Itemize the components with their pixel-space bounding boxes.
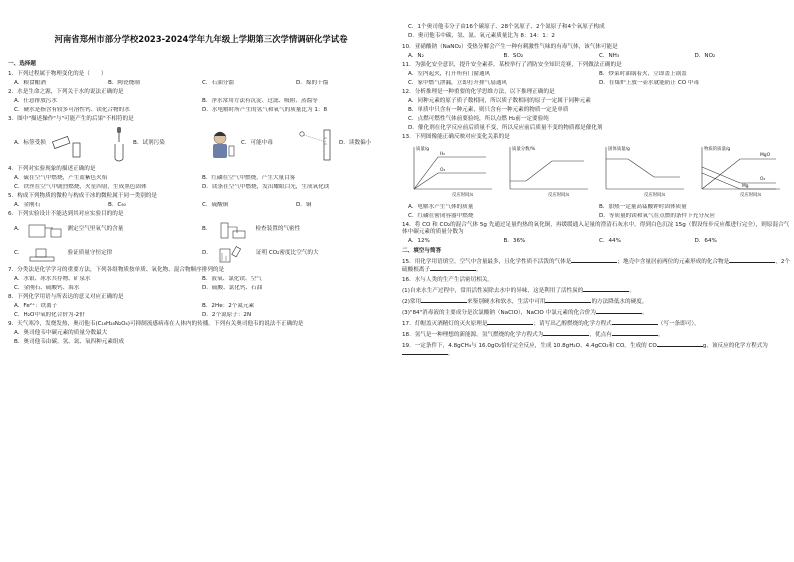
question-18: [398, 331, 790, 339]
text: 。: [448, 350, 454, 357]
section-heading: 二、填空与简答: [402, 247, 442, 254]
graph-d: [694, 143, 784, 199]
answer-blank[interactable]: [729, 258, 775, 263]
option: C．硬水是指含有较多可溶性钙、镁化合物的水: [14, 106, 130, 113]
text: (3)"84"消毒液的主要成分是次氯酸钠（NaClO），NaClO 中氯元素的化合价为: [402, 309, 596, 316]
series-label-o2: O₂: [440, 167, 446, 173]
option-text: 测定空气里氧气的含量: [67, 226, 124, 233]
option: C．点燃可燃性气体前要验纯，所以点燃 H₂前一定要验纯: [408, 115, 549, 122]
option: C．金刚石、硫酸钙、海水: [14, 284, 80, 291]
series-label-o2: O₂: [760, 176, 766, 182]
option: D．催化剂在化学反应前后质量不变，所以反应前后质量不变的物质都是催化剂: [408, 124, 603, 131]
airtightness-apparatus: [215, 221, 251, 239]
option: A．同种元素的原子质子数相同，所以质子数相同的原子一定属于同种元素: [408, 97, 591, 104]
question-16-stem: 16．水与人类的生产生活密切相关。: [402, 276, 494, 283]
series-line-o2: [414, 173, 486, 189]
text: （写一条即可）。: [657, 320, 700, 327]
y-axis-label: 固体质量/g: [608, 146, 630, 152]
text: ，优点有: [589, 331, 612, 338]
page-title: 河南省郑州市部分学校2023-2024学年九年级上学期第三次学情调研化学试卷: [54, 34, 348, 44]
text: 15．用化学用语填空。空气中含量最多，且化学性质不活泼的气体是: [402, 258, 572, 265]
answer-blank[interactable]: [543, 331, 589, 336]
smell-gas-figure: [202, 126, 238, 162]
text: 。: [475, 266, 482, 273]
figure-option-b: [108, 125, 202, 163]
graph-options-row: [398, 143, 790, 201]
question-stem: 4．下列对实验现象的描述正确的是: [8, 165, 96, 172]
option: B．奥司他韦由碳、氢、氮、氧四种元素组成: [14, 338, 125, 345]
text: 。: [657, 331, 664, 338]
text: 。: [629, 287, 635, 294]
question-stem: 8．下列化学用语与所表达的意义对应正确的是: [8, 293, 124, 300]
option: C．NH₃: [599, 52, 620, 59]
option: B．SO₂: [503, 52, 524, 59]
option: A．任意排放污水: [14, 97, 57, 104]
option: D．煤的干馏: [296, 79, 329, 86]
answer-blank[interactable]: [596, 309, 642, 314]
text: 19．一定条件下，4.8gCH₄与 16.0gO₂恰好完全反应，生成 10.8gH₂O、4.4gCO₂和 CO。生成的 CO: [402, 342, 657, 349]
question-stem: 11．为强化安全意识，提升安全素养，某校举行了消防安全知识竞赛，下列做法正确的是: [402, 61, 622, 68]
option: D．奥司他韦中碳、氢、氮、氧元素质量比为 8：14：1：2: [408, 32, 555, 39]
experiment-option-a: [14, 220, 202, 240]
option-letter: B．: [202, 226, 212, 233]
option: C．可能中毒: [241, 140, 273, 147]
text: g，该反应的化学方程式为: [702, 342, 768, 349]
series-line-mgo: [702, 159, 776, 189]
answer-blank[interactable]: [657, 342, 703, 347]
text: 来鉴别硬水和软水，生活中可用: [467, 298, 546, 305]
option: B．C₆₀: [108, 201, 126, 208]
y-axis-label: 质量/g: [416, 146, 430, 152]
option-letter: C．: [14, 250, 24, 257]
question-19: [398, 342, 790, 358]
text: 17．灯帽盖灭酒精灯的灭火原理是: [402, 320, 488, 327]
question-stem: 2．水是生命之源，下列关于水的说法正确的是: [8, 88, 124, 95]
question-stem: 7．分类法是化学学习的重要方法，下列各组物质按单质、氧化物、混合物顺序排列的是: [8, 266, 225, 273]
y-axis-label: 质量分数/%: [512, 146, 536, 152]
question-stem: 12．分析推理是一种重要的化学思维方法，以下推理正确的是: [402, 88, 555, 95]
option: C．44%: [599, 237, 621, 244]
option-text: 证明 CO₂密度比空气的大: [255, 250, 319, 257]
options-grid: [4, 98, 390, 114]
text: (2)常用: [402, 298, 422, 305]
options-row: [398, 53, 790, 60]
question-17: [398, 320, 790, 328]
option: A．奥司他韦中碳元素的质量分数最大: [14, 329, 108, 336]
text: 的方法降低水的硬度。: [591, 298, 648, 305]
option: B．液氧、氯化镁、空气: [202, 275, 262, 282]
dropper-figure: [108, 126, 130, 162]
pour-liquid-figure: [49, 129, 89, 159]
x-axis-label: 反应时间/s: [740, 192, 762, 198]
series-label-mg: Mg: [742, 183, 749, 189]
option: A．粮食酿酒: [14, 79, 46, 86]
question-stem: 3．图中"描述操作"与"可能产生的后果"不相符的是: [8, 115, 134, 122]
option-letter: A．: [14, 226, 24, 233]
question-16-1: [398, 287, 790, 295]
option: B．试剂污染: [133, 140, 165, 147]
text: (1)自来水生产过程中，常用活性炭除去水中的异味，这是利用了活性炭的: [402, 287, 584, 294]
x-axis-label: 反应时间/s: [548, 192, 570, 198]
option-letter: D．: [202, 250, 212, 257]
option: D．读数偏小: [339, 140, 372, 147]
text: 18．氢气是一种理想的新能源。氢气燃烧的化学方程式为: [402, 331, 544, 338]
experiment-option-c: [14, 244, 202, 264]
option: D．2个氮原子：2N: [202, 311, 252, 318]
answer-blank[interactable]: [612, 320, 658, 325]
experiment-option-b: [202, 220, 390, 240]
options-row: [398, 238, 790, 245]
option: B．红磷在空气中燃烧，产生大量白雾: [202, 174, 296, 181]
option: C．硫酸铜: [202, 201, 229, 208]
option: B．36%: [503, 237, 526, 244]
answer-blank[interactable]: [583, 287, 629, 292]
left-column: [4, 0, 390, 348]
text: ，2个硫酸根离子: [402, 258, 790, 273]
question-stem: 6．下列实验设计不能达到其对应实验目的的是: [8, 210, 124, 217]
experiment-options-grid: [4, 220, 390, 264]
option: D．等质量的镁和氧气在点燃的条件下充分反应: [599, 212, 716, 219]
question-stem: 5．构成下列物质的微粒与构成干冰的微粒属于同一类别的是: [8, 192, 157, 199]
option: D．铜: [296, 201, 312, 208]
option: A．标签受损: [14, 140, 46, 147]
option: A．Fe²⁺：铁离子: [14, 302, 58, 309]
option: D．在煤炉上放一壶水就能防止 CO 中毒: [599, 79, 700, 86]
graph-c: [598, 143, 688, 199]
options-grid: [4, 276, 390, 292]
mass-conservation-apparatus: [28, 245, 64, 263]
option: A．N₂: [408, 52, 424, 59]
figure-options-row: [4, 125, 390, 163]
option: C．石油分馏: [202, 79, 234, 86]
answer-blank[interactable]: [430, 266, 476, 271]
option: D．水电解时所产生的氢气和氧气的质量比为 1：8: [202, 106, 328, 113]
option: D．镁条在空气中燃烧，发出耀眼白光，生成氧化镁: [202, 183, 330, 190]
option: B．加热一定量高锰酸钾时固体质量: [599, 203, 687, 210]
answer-blank[interactable]: [571, 258, 617, 263]
option: D．NO₂: [694, 52, 716, 59]
question-stem: 1．下列过程属于物理变化的是（ ）: [8, 70, 107, 77]
options-grid: [4, 175, 390, 191]
option: C．红磷在密闭容器中燃烧: [408, 212, 474, 219]
answer-blank[interactable]: [402, 350, 448, 355]
option: C．家中燃气泄漏，立即打开排气扇通风: [408, 79, 508, 86]
figure-option-d: [296, 125, 390, 163]
question-15: [398, 258, 790, 274]
question-16-3: [398, 309, 790, 317]
text: 。: [641, 309, 648, 316]
co2-density-apparatus: [216, 245, 252, 263]
option: B．炒菜时油锅着火，立即盖上锅盖: [599, 70, 687, 77]
y-axis-label: 物质的质量/g: [704, 146, 731, 152]
series-label-mgo: MgO: [760, 152, 771, 158]
option: A．硫在空气中燃烧，产生蓝紫色火焰: [14, 174, 108, 181]
question-stem: 14．将 CO 和 CO₂的混合气体 5g 先通过足量灼热的氧化铜，再缓缓通入足量的澄清石灰水中，得到白色沉淀 15g（假设每步反应都进行完全），则原混合气体中碳元素的质量分数为: [402, 221, 790, 235]
answer-blank[interactable]: [421, 298, 467, 303]
x-axis-label: 反应时间/s: [644, 192, 666, 198]
option: D．64%: [694, 237, 717, 244]
options-row: [4, 80, 390, 87]
options-grid: [4, 303, 390, 319]
options-grid: [398, 71, 790, 87]
options-row: [4, 202, 390, 209]
figure-option-c: [202, 125, 296, 163]
option: C．1个奥司他韦分子由16个碳原子、28个氢原子、2个氮原子和4个氧原子构成: [408, 24, 605, 30]
series-line: [606, 159, 680, 177]
oxygen-content-apparatus: [27, 221, 63, 239]
answer-blank[interactable]: [545, 298, 591, 303]
option-text: 检查装置的气密性: [255, 226, 301, 233]
question-stem: 10．亚硝酸钠（NaNO₂）受热分解会产生一种有刺激性气味的有毒气体，该气体可能是: [402, 43, 618, 50]
question-stem: 9．天气寒冷，发烧发热，奥司他韦(C₁₆H₂₈N₂O₄)可抑制流感病毒在人体内的传播。下列有关奥司他韦的说法不正确的是: [8, 320, 304, 327]
option: B．净水常用方法有沉淀、过滤、吸附、蒸馏等: [202, 97, 318, 104]
series-label-h2: H₂: [440, 151, 446, 157]
options-grid: [398, 204, 790, 220]
option: C．铁丝在空气中剧烈燃烧，火星四射，生成黑色固体: [14, 183, 147, 190]
option: B．单质中只含有一种元素，则只含有一种元素的物质一定是单质: [408, 106, 569, 113]
question-16-2: [398, 298, 790, 306]
figure-option-a: [14, 125, 108, 163]
option: C．H₂O中氧的化合价为-2价: [14, 311, 85, 318]
text: ；地壳中含量居前两位的元素形成的化合物是: [617, 258, 730, 265]
right-column: [398, 0, 790, 361]
option: A．室内起火，打开所有门窗通风: [408, 70, 491, 77]
answer-blank[interactable]: [612, 331, 658, 336]
series-line: [510, 161, 584, 181]
graph-a: [406, 143, 496, 199]
option-text: 验证质量守恒定律: [67, 250, 113, 257]
cylinder-reading-figure: [296, 126, 336, 162]
option: A．水银、冰水共存物、矿泉水: [14, 275, 91, 282]
option: A．12%: [408, 237, 430, 244]
graph-b: [502, 143, 592, 199]
option: A．电解水产生气体的质量: [408, 203, 474, 210]
option: D．硫酸、氯化钙、石油: [202, 284, 263, 291]
question-stem: 13．下列图像能正确反映对应变化关系的是: [402, 133, 510, 140]
answer-blank[interactable]: [487, 320, 533, 325]
x-axis-label: 反应时间/s: [452, 192, 474, 198]
text: ；请写出乙醇燃烧的化学方程式: [533, 320, 612, 327]
option: B．2He：2个氦元素: [202, 302, 255, 309]
option: A．金刚石: [14, 201, 41, 208]
option: B．陶瓷烧制: [108, 79, 140, 86]
experiment-option-d: [202, 244, 390, 264]
section-heading: 一、选择题: [8, 61, 36, 67]
